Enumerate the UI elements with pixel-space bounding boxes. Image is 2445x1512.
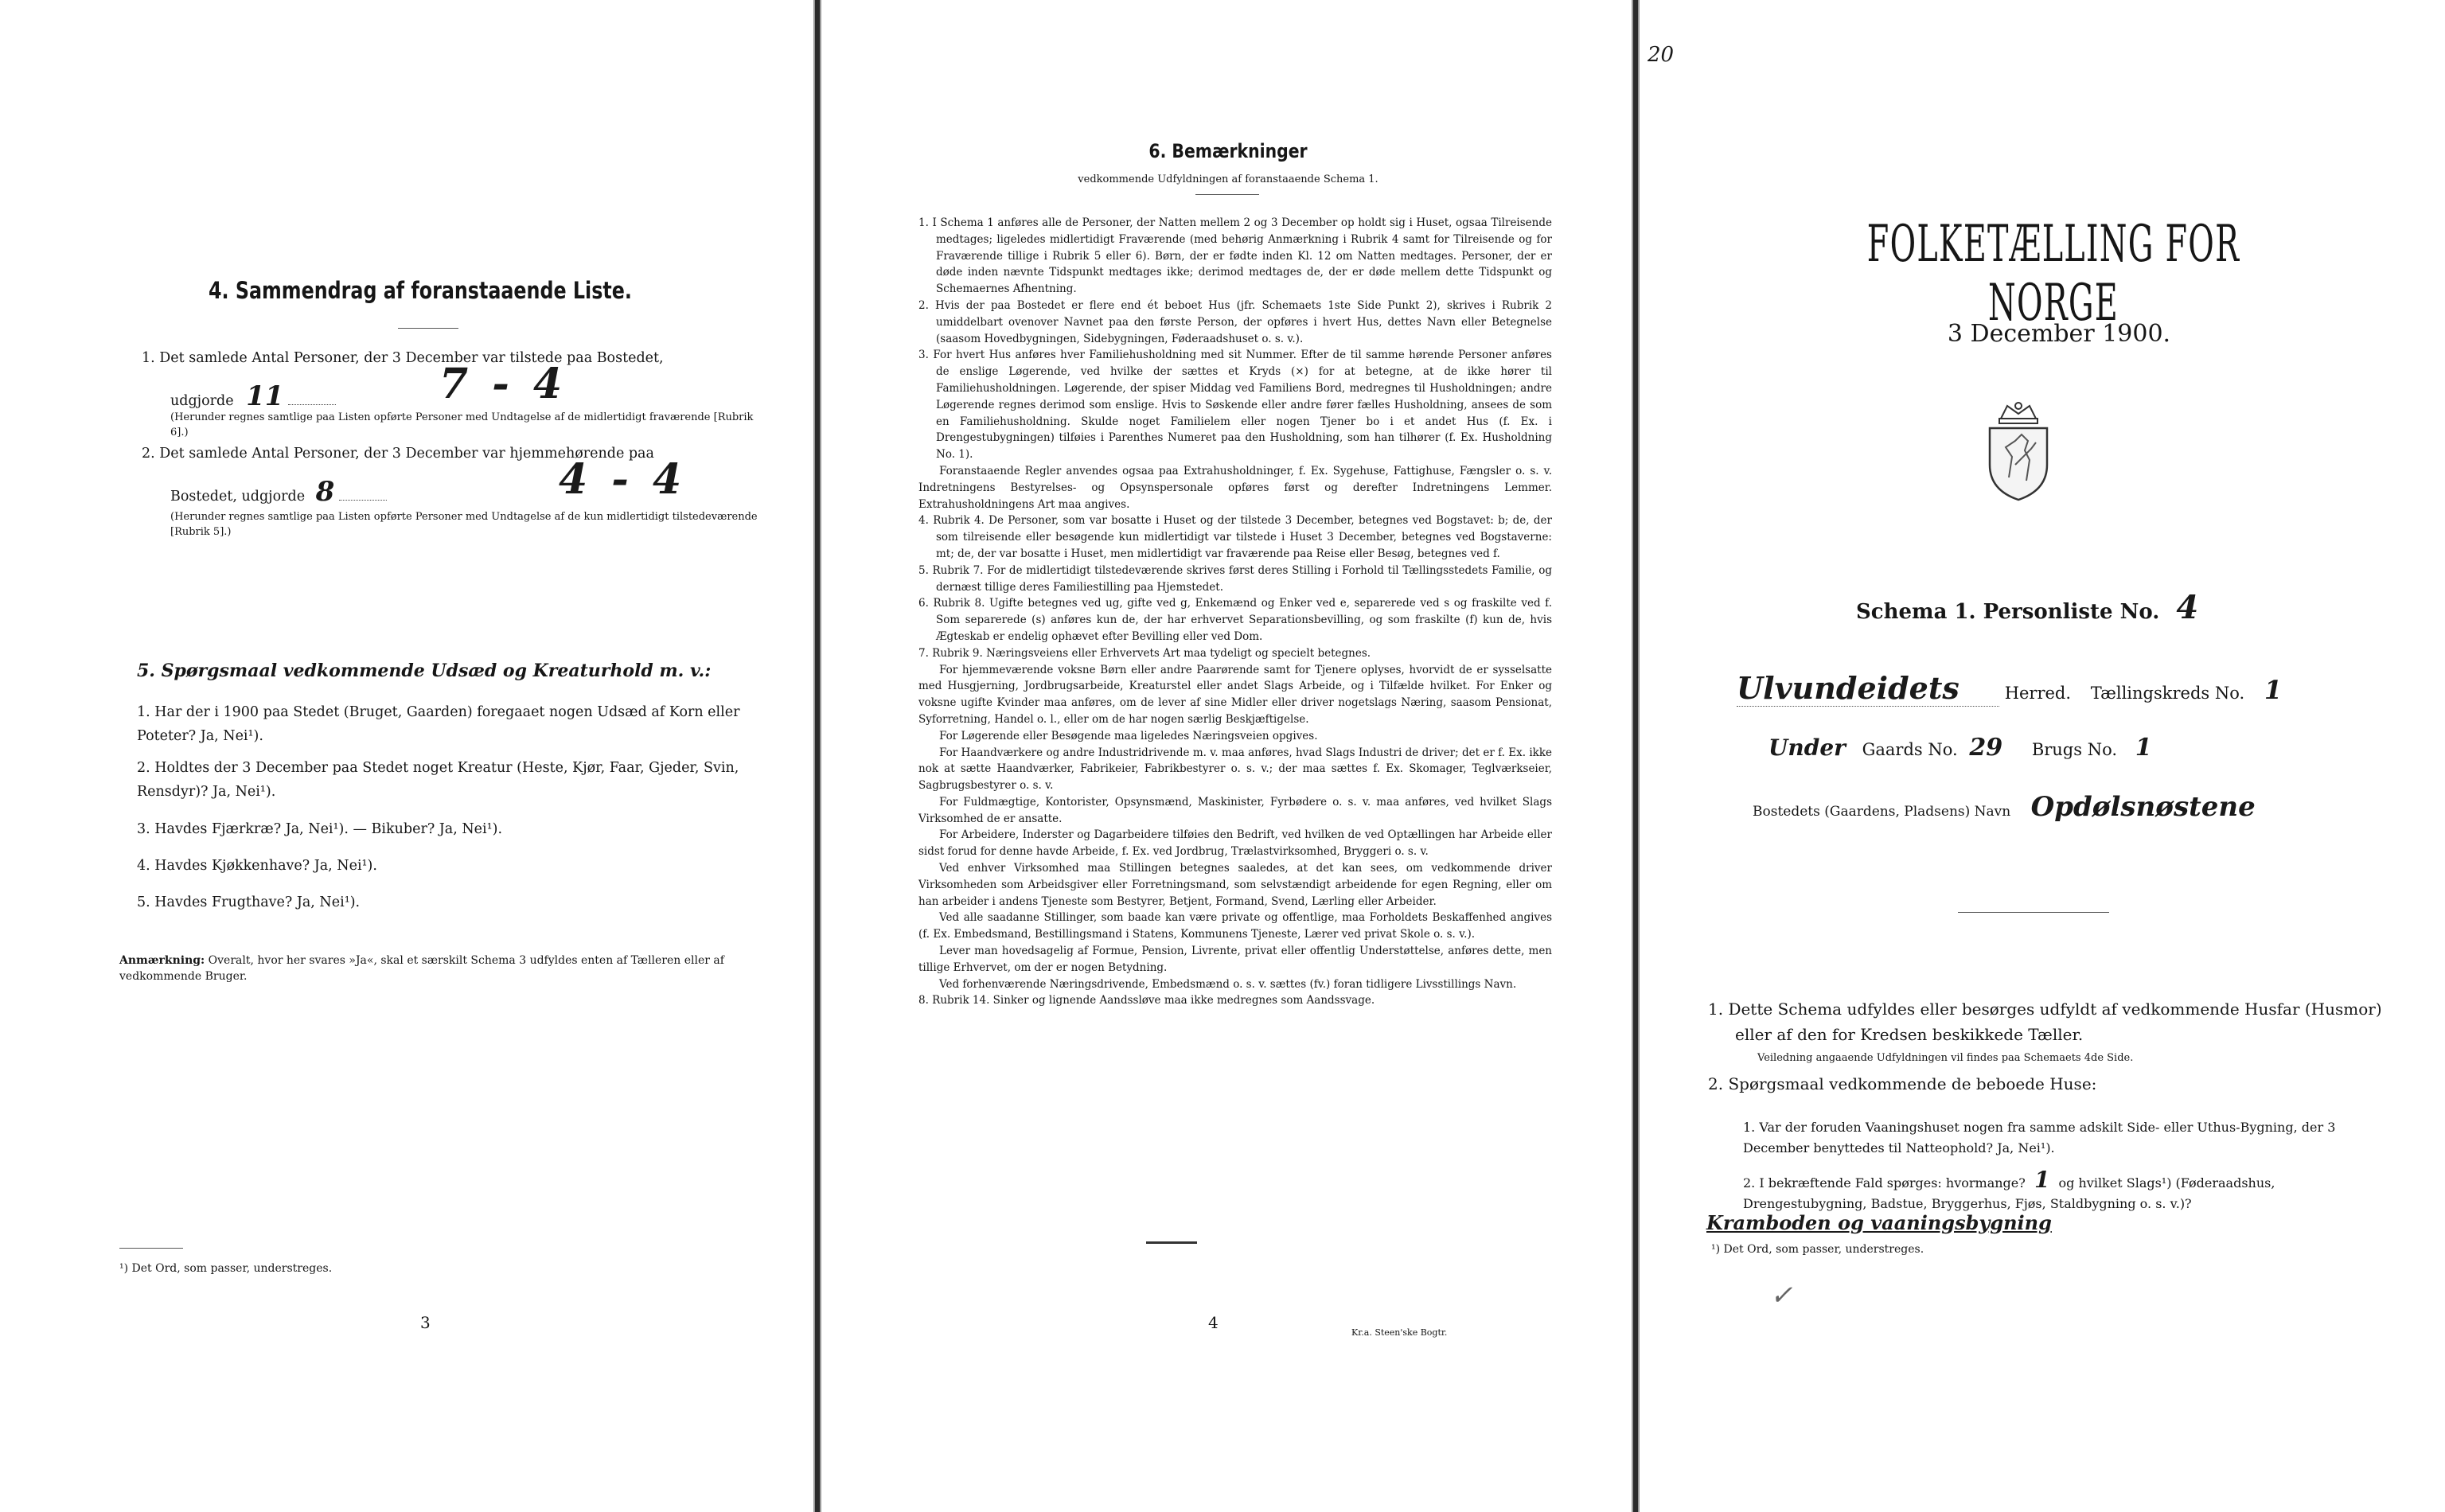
divider bbox=[398, 328, 458, 329]
instruction-1-note: Veiledning angaaende Udfyldningen vil findes paa Schemaets 4de Side. bbox=[1757, 1052, 2134, 1064]
summary-q1-line2 bbox=[170, 380, 336, 412]
gaard-label: Gaards No. bbox=[1862, 740, 1958, 759]
remark-4: 4. Rubrik 4. De Personer, som var bosatte i Huset og der tilstede 3 December, betegnes ved Bogstavet: b; de, der som tilreisende eller besøgende kun midlertidigt var tilstede i Huset 3 December, betegnes ved Bogstaverne: mt; de, der var bosatte i Huset, men midlertidigt var fraværende paa Reise eller Besøg, betegnes ved f. bbox=[918, 514, 1552, 560]
crop-question-5: 5. Havdes Frugthave? Ja, Nei¹). bbox=[137, 894, 361, 910]
divider bbox=[1195, 194, 1259, 195]
end-rule bbox=[1146, 1241, 1197, 1244]
instruction-1: 1. Dette Schema udfyldes eller besørges udfyldt af vedkommende Husfar (Husmor) eller af den for Kredsen beskikkede Tæller. bbox=[1708, 1000, 2382, 1044]
annotation-text: Overalt, hvor her svares »Ja«, skal et særskilt Schema 3 udfyldes enten af Tælleren eller af vedkommende Bruger. bbox=[119, 954, 724, 983]
remarks-title: 6. Bemærkninger bbox=[1148, 140, 1308, 162]
crop-question-2: 2. Holdtes der 3 December paa Stedet noget Kreatur (Heste, Kjør, Faar, Gjeder, Svin, Rensdyr)? Ja, Nei¹). bbox=[137, 760, 739, 800]
remark-1: 1. I Schema 1 anføres alle de Personer, der Natten mellem 2 og 3 December op holdt sig i Huset, ogsaa Tilreisende medtages; ligeledes midlertidigt Fraværende (med behørig Anmærkning i Rubrik 4 samt for Tilreisende og for Fraværende tillige i Rubrik 5 eller 6). Børn, der er fødte inden Kl. 12 om Natten medtages. Personer, der er døde inden nævnte Tidspunkt medtages ikke; derimod medtages de, der er døde mellem dette Tidspunkt og Schemaernes Afhentning. bbox=[918, 216, 1552, 296]
brugs-value: 1 bbox=[2135, 734, 2152, 762]
brugs-label: Brugs No. bbox=[2031, 740, 2118, 759]
gaard-number: 29 bbox=[1969, 734, 2003, 762]
section-4-title: 4. Sammendrag af foranstaaende Liste. bbox=[209, 277, 632, 304]
remark-7-para: Ved enhver Virksomhed maa Stillingen betegnes saaledes, at det kan sees, om vedkommende driver Virksomheden som Arbeidsgiver eller Forretningsmand, som selvstændigt arbeidende for egen Regning, eller om han arbeider i andens Tjeneste som Bestyrer, Betjent, Formand, Svend, Lærling eller Arbeider. bbox=[918, 862, 1552, 908]
remarks-subtitle: vedkommende Udfyldningen af foranstaaende Schema 1. bbox=[1078, 173, 1378, 185]
summary-q2-prefix: Bostedet, udgjorde bbox=[170, 489, 306, 505]
summary-q1-note: (Herunder regnes samtlige paa Listen opførte Personer med Undtagelse af de midlertidigt fraværende [Rubrik 6].) bbox=[170, 411, 754, 438]
summary-q2-value: 8 bbox=[315, 476, 335, 508]
schema-line bbox=[1856, 589, 2198, 626]
gaard-value: Under bbox=[1768, 735, 1846, 761]
page-3 bbox=[0, 0, 815, 1512]
coat-of-arms-icon bbox=[1983, 401, 2053, 503]
remark-3-extra: Foranstaaende Regler anvendes ogsaa paa Extrahusholdninger, f. Ex. Sygehuse, Fattighuse, Fængsler o. s. v. Indretningens Bestyrelses- og Opsynspersonale opføres først og derefter Indretningens Lemmer. Extrahusholdningens Art maa angives. bbox=[918, 464, 1552, 511]
summary-q2-line1: 2. Det samlede Antal Personer, der 3 December var hjemmehørende paa bbox=[142, 446, 654, 462]
house-question-2 bbox=[1743, 1167, 2380, 1214]
remark-7-para: Ved alle saadanne Stillinger, som baade kan være private og offentlige, maa Forholdets Beskaffenhed angives (f. Ex. Embedsmand, Bestillingsmand i Statens, Kommunens Tjeneste, Lærer ved privat Skole o. s. v.). bbox=[918, 911, 1552, 941]
house-question-2-rest: og hvilket Slags¹) (Føderaadshus, Drengestubygning, Badstue, Bryggerhus, Fjøs, Staldbygning o. s. v.)? bbox=[1743, 1175, 2275, 1211]
page-number: 4 bbox=[1208, 1313, 1219, 1332]
remark-5: 5. Rubrik 7. For de midlertidigt tilstedeværende skrives først deres Stilling i Forhold til Tællingsstedets Familie, og dernæst tillige deres Familiestilling paa Hjemstedet. bbox=[918, 563, 1552, 594]
check-mark: ✓ bbox=[1770, 1280, 1793, 1311]
remark-2: 2. Hvis der paa Bostedet er flere end ét beboet Hus (jfr. Schemaets 1ste Side Punkt 2), skrives i Rubrik 2 umiddelbart ovenover Navnet paa den første Person, der opføres i hvert Hus, dettes Navn eller Betegnelse (saasom Hovedbygningen, Sidebygningen, Føderaadshuset o. s. v.). bbox=[918, 298, 1552, 345]
bosted-row bbox=[1753, 791, 2445, 823]
corner-note: 20 bbox=[1648, 43, 1675, 67]
house-count: 1 bbox=[2034, 1167, 2050, 1193]
summary-q1-line1: 1. Det samlede Antal Personer, der 3 December var tilstede paa Bostedet, bbox=[142, 350, 664, 366]
house-question-2-prefix: 2. I bekræftende Fald spørges: hvormange? bbox=[1743, 1175, 2026, 1191]
footnote-rule bbox=[119, 1248, 183, 1249]
remark-7-para: For Arbeidere, Inderster og Dagarbeidere tilføies den Bedrift, ved hvilken de ved Optællingen har Arbeide eller sidst forud for denne havde Arbeide, f. Ex. ved Jordbrug, Trælastvirksomhed, Bryggeri o. s. v. bbox=[918, 828, 1552, 859]
remark-7-para: Lever man hovedsagelig af Formue, Pension, Livrente, privat eller offentlig Understøttelse, anføres dette, men tillige Erhvervet, om der er nogen Betydning. bbox=[918, 945, 1552, 974]
herred-label: Herred. bbox=[2004, 684, 2072, 703]
schema-label: Schema 1. Personliste No. bbox=[1856, 600, 2160, 624]
summary-q2-line2 bbox=[170, 476, 387, 508]
herred-value: Ulvundeidets bbox=[1737, 670, 1999, 707]
remarks-list bbox=[918, 215, 1552, 1009]
remark-7-para: For Fuldmægtige, Kontorister, Opsynsmænd, Maskinister, Fyrbødere o. s. v. maa anføres, ved hvilket Slags Virksomhed de er ansatte. bbox=[918, 795, 1552, 825]
remark-7-para: For Løgerende eller Besøgende maa ligeledes Næringsveien opgives. bbox=[939, 729, 1318, 742]
summary-q2-note: (Herunder regnes samtlige paa Listen opførte Personer med Undtagelse af de kun midlertidigt tilstedeværende [Rubrik 5].) bbox=[170, 511, 758, 538]
bosted-value: Opdølsnøstene bbox=[2030, 791, 2256, 823]
summary-q1-prefix: udgjorde bbox=[170, 393, 234, 409]
divider bbox=[1958, 912, 2109, 913]
house-question-1: 1. Var der foruden Vaaningshuset nogen fra samme adskilt Side- eller Uthus-Bygning, der 3 December benyttedes til Natteophold? Ja, Nei¹). bbox=[1743, 1120, 2336, 1155]
crop-question-4: 4. Havdes Kjøkkenhave? Ja, Nei¹). bbox=[137, 858, 377, 874]
footnote: ¹) Det Ord, som passer, understreges. bbox=[1711, 1243, 1924, 1256]
footnote: ¹) Det Ord, som passer, understreges. bbox=[119, 1262, 333, 1275]
summary-q2-breakdown: 4 - 4 bbox=[559, 455, 687, 504]
summary-q1-value: 11 bbox=[246, 380, 284, 412]
schema-number: 4 bbox=[2176, 589, 2199, 626]
page-1-cover bbox=[1638, 0, 2445, 1512]
instruction-2: 2. Spørgsmaal vedkommende de beboede Huse: bbox=[1708, 1074, 2097, 1093]
section-5-title: 5. Spørgsmaal vedkommende Udsæd og Kreaturhold m. v.: bbox=[137, 661, 712, 681]
printer-imprint: Kr.a. Steen'ske Bogtr. bbox=[1351, 1327, 1448, 1338]
kreds-label: Tællingskreds No. bbox=[2090, 684, 2245, 703]
gaard-row bbox=[1768, 734, 2445, 762]
kreds-value: 1 bbox=[2264, 675, 2283, 705]
annotation-label: Anmærkning: bbox=[119, 954, 205, 967]
page-4 bbox=[820, 0, 1633, 1512]
remark-3: 3. For hvert Hus anføres hver Familiehusholdning med sit Nummer. Efter de til samme hørende Personer anføres de enslige Løgerende, ved hvilke der sættes et Kryds (×) for at betegne, at de ikke hører til Familiehusholdningen. Løgerende, der spiser Middag ved Familiens Bord, medregnes til Husholdningen; andre Løgerende regnes derimod som enslige. Hvis to Søskende eller andre fører fælles Husholdning, ansees de som en Familiehusholdning. Skulde noget Familielem eller nogen Tjener bo i et andet Hus (f. Ex. i Drengestubygningen) tilføies i Parenthes Numeret paa den Husholdning, som han tilhører (f. Ex. Husholdning No. 1). bbox=[918, 349, 1552, 462]
annotation bbox=[119, 953, 740, 984]
remark-6: 6. Rubrik 8. Ugifte betegnes ved ug, gifte ved g, Enkemænd og Enker ved e, separerede ved s og fraskilte ved f. Som separerede (s) anføres kun de, der har erhvervet Separationsbevilling, og som fraskilte (f) kun de, hvis Ægteskab er endelig ophævet efter Bevilling eller ved Dom. bbox=[918, 597, 1552, 643]
herred-row bbox=[1737, 670, 2437, 707]
remark-7-para: Ved forhenværende Næringsdrivende, Embedsmænd o. s. v. sættes (fv.) foran tidligere Livsstillings Navn. bbox=[939, 977, 1517, 991]
remark-7-para: For hjemmeværende voksne Børn eller andre Paarørende samt for Tjenere oplyses, hvorvidt de er sysselsatte med Husgjerning, Jordbrugsarbeide, Kreaturstel eller andet Slags Arbeide, og i Tilfælde hvilket. For Enker og voksne ugifte Kvinder maa anføres, om de lever af sine Midler eller driver nogetslags Næring, saasom Pensionat, Syforretning, Handel o. l., eller om de har nogen særlig Beskjæftigelse. bbox=[918, 663, 1552, 726]
remark-7: 7. Rubrik 9. Næringsveiens eller Erhvervets Art maa tydeligt og specielt betegnes. bbox=[918, 646, 1371, 660]
crop-question-1: 1. Har der i 1900 paa Stedet (Bruget, Gaarden) foregaaet nogen Udsæd af Korn eller Poteter? Ja, Nei¹). bbox=[137, 704, 740, 744]
census-date: 3 December 1900. bbox=[1947, 320, 2171, 348]
main-title: FOLKETÆLLING FOR NORGE bbox=[1866, 215, 2240, 333]
summary-q1-breakdown: 7 - 4 bbox=[439, 360, 567, 408]
crop-question-3: 3. Havdes Fjærkræ? Ja, Nei¹). — Bikuber? Ja, Nei¹). bbox=[137, 821, 503, 837]
page-number: 3 bbox=[420, 1313, 431, 1332]
house-type-answer: Kramboden og vaaningsbygning bbox=[1706, 1211, 2052, 1234]
remark-8: 8. Rubrik 14. Sinker og lignende Aandssløve maa ikke medregnes som Aandssvage. bbox=[918, 994, 1375, 1007]
remark-7-para: For Haandværkere og andre Industridrivende m. v. maa anføres, hvad Slags Industri de driver; det er f. Ex. ikke nok at sætte Haandværker, Fabrikeier, Fabrikbestyrer o. s. v.; der maa sættes f. Ex. Skomager, Teglværkseier, Sagbrugsbestyrer o. s. v. bbox=[918, 746, 1552, 793]
bosted-label: Bostedets (Gaardens, Pladsens) Navn bbox=[1753, 804, 2011, 820]
